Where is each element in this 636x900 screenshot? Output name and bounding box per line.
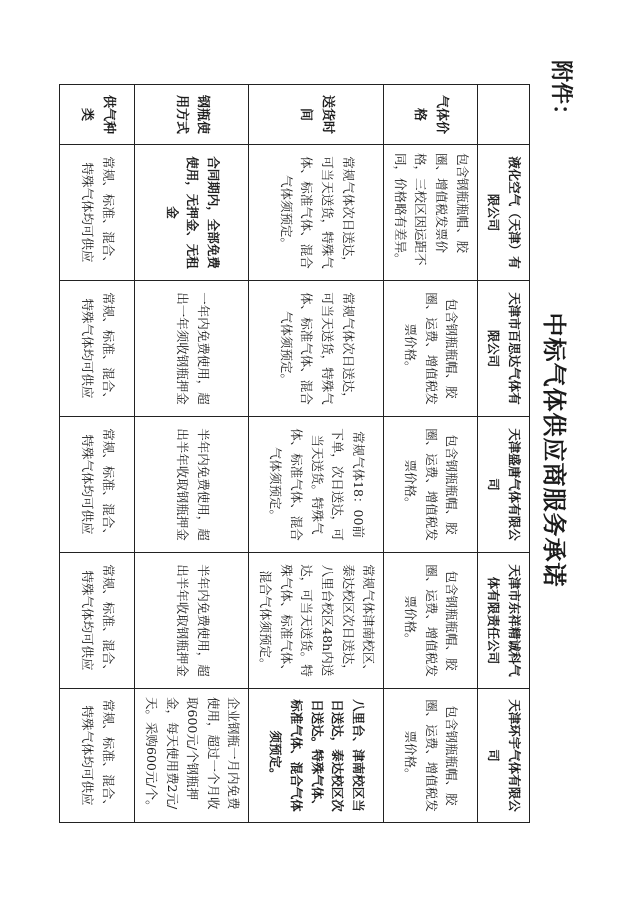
heading-bar <box>540 60 586 840</box>
table-cell: 企业钢瓶一月内免费使用，超过一个月收取600元/个钢瓶押金，每天使用费2元/天。采购600元/个。 <box>135 689 249 823</box>
supplier-header: 天津环宇气体有限公司 <box>477 689 529 823</box>
supplier-header: 液化空气（天津）有限公司 <box>477 145 529 281</box>
supplier-commitment-table <box>59 84 530 823</box>
corner-cell <box>477 85 529 145</box>
supplier-header: 天津市东祥精诚科气体有限责任公司 <box>477 553 529 689</box>
table-cell: 常规气体次日送达，可当天送货，特殊气体、标准气体、混合气体须预定。 <box>249 281 384 417</box>
table-cell: 包含钢瓶瓶帽、胶圈、运费、增值税发票价格。 <box>384 281 478 417</box>
table-cell: 常规、标准、混合、特殊气体均可供应 <box>60 553 135 689</box>
table-cell: 半年内免费使用，超出半年收取钢瓶押金 <box>135 417 249 553</box>
supplier-header: 天津盛唐气体有限公司 <box>477 417 529 553</box>
table-header-row <box>477 85 529 823</box>
table-cell: 常规、标准、混合、特殊气体均可供应 <box>60 417 135 553</box>
table-cell: 包含钢瓶瓶帽、胶圈、增值税发票价格，三校区因运距不同，价格略有差异。 <box>384 145 478 281</box>
table-row-delivery-time <box>249 85 384 823</box>
table-cell: 包含钢瓶瓶帽、胶圈、运费、增值税发票价格。 <box>384 689 478 823</box>
document-title: 中标气体供应商服务承诺 <box>540 312 569 588</box>
table-cell: 常规气体津南校区、泰达校区次日送达，八里台校区48h内送达，可当天送货。特殊气体、标准气体、混合气体须预定。 <box>249 553 384 689</box>
table-row-gas-types <box>60 85 135 823</box>
table-cell: 常规、标准、混合、特殊气体均可供应 <box>60 689 135 823</box>
table-cell: 常规气体18：00前下单，次日送达，可当天送货。特殊气体、标准气体、混合气体须预定。 <box>249 417 384 553</box>
row-label: 气体价格 <box>384 85 478 145</box>
row-label: 送货时间 <box>249 85 384 145</box>
supplier-header: 天津市百思达气体有限公司 <box>477 281 529 417</box>
table-cell: 常规、标准、混合、特殊气体均可供应 <box>60 281 135 417</box>
attachment-label: 附件： <box>548 60 574 127</box>
table-row-gas-price <box>384 85 478 823</box>
row-label: 供气种类 <box>60 85 135 145</box>
table-cell: 八里台、津南校区当日送达，泰达校区次日送达。特殊气体、标准气体、混合气体须预定。 <box>249 689 384 823</box>
table-cell: 包含钢瓶瓶帽、胶圈、运费、增值税发票价格。 <box>384 417 478 553</box>
table-cell: 常规、标准、混合、特殊气体均可供应 <box>60 145 135 281</box>
row-label: 钢瓶使用方式 <box>135 85 249 145</box>
table-cell: 半年内免费使用，超出半年收取钢瓶押金 <box>135 553 249 689</box>
table-cell: 合同期内，全部免费使用，无押金、无租金 <box>135 145 249 281</box>
table-cell: 一年内免费使用，超出一年须收钢瓶押金 <box>135 281 249 417</box>
table-cell: 常规气体次日送达，可当天送货，特殊气体、标准气体、混合气体须预定。 <box>249 145 384 281</box>
table-cell: 包含钢瓶瓶帽、胶圈、运费、增值税发票价格。 <box>384 553 478 689</box>
table-row-cylinder-usage <box>135 85 249 823</box>
